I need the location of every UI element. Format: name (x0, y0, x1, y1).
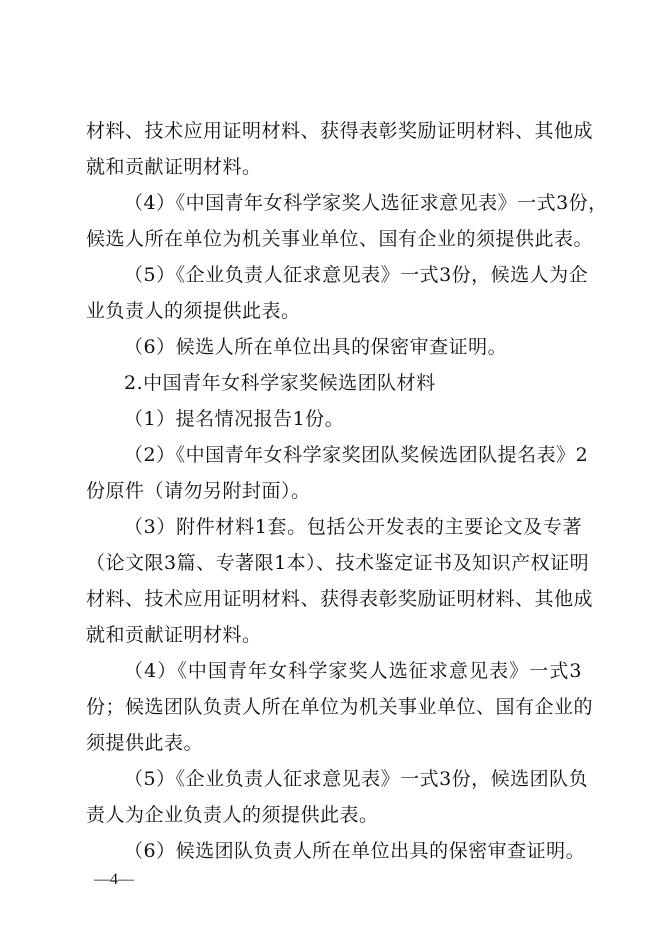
text-line: 份原件（请勿另附封面）。 (86, 480, 311, 502)
text-line: （2）《中国青年女科学家奖团队奖候选团队提名表》2 (124, 444, 589, 466)
text-line: 材料、技术应用证明材料、获得表彰奖励证明材料、其他成 (86, 120, 594, 142)
text-line: （论文限3篇、专著限1本）、技术鉴定证书及知识产权证明 (86, 552, 590, 574)
page-number: —4— (94, 871, 134, 888)
text-line: 候选人所在单位为机关事业单位、国有企业的须提供此表。 (86, 228, 594, 250)
text-line: （5）《企业负责人征求意见表》一式3份，候选团队负 (124, 768, 589, 790)
text-line: 责人为企业负责人的须提供此表。 (86, 804, 379, 826)
text-line: （6）候选人所在单位出具的保密审查证明。 (124, 336, 508, 358)
text-line: （4）《中国青年女科学家奖人选征求意见表》一式3份， (124, 192, 608, 214)
text-line: 就和贡献证明材料。 (86, 156, 262, 178)
text-line: 材料、技术应用证明材料、获得表彰奖励证明材料、其他成 (86, 588, 594, 610)
text-line: 就和贡献证明材料。 (86, 624, 262, 646)
text-line: （4）《中国青年女科学家奖人选征求意见表》一式3 (124, 660, 582, 682)
text-line: 份；候选团队负责人所在单位为机关事业单位、国有企业的 (86, 696, 594, 718)
text-line: 业负责人的须提供此表。 (86, 300, 301, 322)
section-heading: 2.中国青年女科学家奖候选团队材料 (124, 372, 436, 394)
text-line: （5）《企业负责人征求意见表》一式3份，候选人为企 (124, 264, 589, 286)
text-line: 须提供此表。 (86, 732, 204, 754)
text-line: （3）附件材料1套。包括公开发表的主要论文及专著 (124, 516, 582, 538)
text-line: （6）候选团队负责人所在单位出具的保密审查证明。 (124, 840, 586, 862)
text-line: （1）提名情况报告1份。 (124, 408, 345, 430)
